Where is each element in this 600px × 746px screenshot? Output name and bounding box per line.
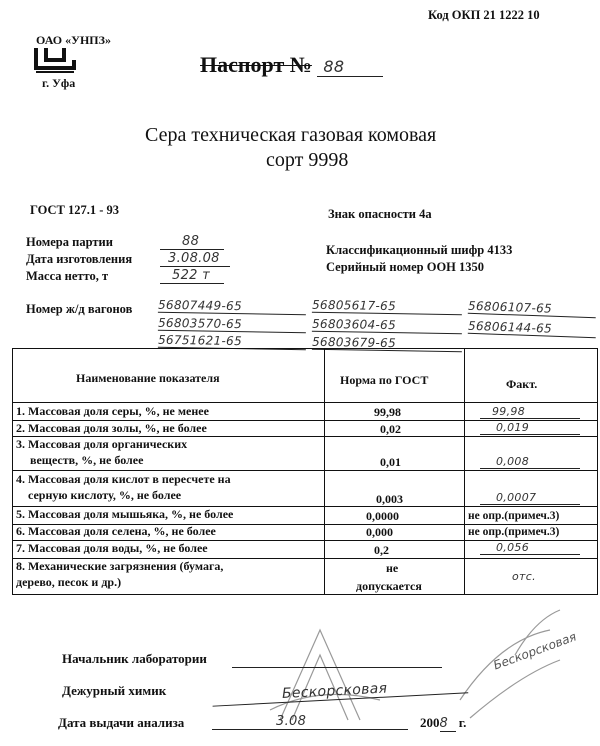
- col-header-fact: Факт.: [506, 377, 538, 391]
- table-row-norm: 0,2: [374, 543, 389, 557]
- chemist-signature: Бескорсковая: [212, 676, 469, 706]
- table-row-name: веществ, %, не более: [30, 453, 144, 467]
- wagon-number: 56806107-65: [468, 299, 596, 318]
- table-row-name: 3. Массовая доля органических: [16, 437, 188, 451]
- table-row-name: 2. Массовая доля золы, %, не более: [16, 421, 207, 435]
- product-name: Сера техническая газовая комовая: [145, 124, 437, 146]
- issue-year-prefix: 200: [420, 715, 440, 730]
- table-row-name: 6. Массовая доля селена, %, не более: [16, 524, 216, 538]
- company-logo: [34, 44, 76, 74]
- wagon-number: 56803570-65: [158, 316, 306, 334]
- date-value: 3.08.08: [160, 251, 230, 267]
- issue-date-value: 3.08: [212, 714, 408, 730]
- date-label: Дата изготовления: [26, 252, 133, 266]
- company-name: ОАО «УНПЗ»: [36, 33, 111, 47]
- chemist-label: Дежурный химик: [62, 683, 167, 698]
- table-row-name: 7. Массовая доля воды, %, не более: [16, 541, 208, 555]
- table-row-norm: 99,98: [374, 405, 401, 419]
- table-row-fact: не опр.(примеч.3): [468, 526, 560, 538]
- quality-table: [12, 348, 598, 594]
- wagon-number: 56803604-65: [312, 317, 462, 335]
- table-row-norm: 0,003: [376, 492, 403, 506]
- table-row-name: 8. Механические загрязнения (бумага,: [16, 559, 224, 573]
- wagon-number: 56805617-65: [312, 298, 462, 316]
- classification-code: Классификационный шифр 4133: [326, 243, 513, 257]
- table-row-fact: 0,056: [480, 541, 580, 555]
- col-header-norm: Норма по ГОСТ: [340, 373, 429, 387]
- gost: ГОСТ 127.1 - 93: [30, 203, 120, 217]
- mass-label: Масса нетто, т: [26, 269, 109, 283]
- table-row-norm: допускается: [356, 579, 422, 593]
- table-row-name: 4. Массовая доля кислот в пересчете на: [16, 472, 231, 486]
- mass-value: 522 т: [160, 268, 224, 284]
- col-header-indicator: Наименование показателя: [76, 371, 220, 385]
- table-row-norm: не: [386, 561, 399, 575]
- hazard-sign: Знак опасности 4а: [328, 207, 432, 221]
- table-row-norm: 0,0000: [366, 509, 399, 523]
- table-row-norm: 0,01: [380, 455, 401, 469]
- lab-head-label: Начальник лаборатории: [62, 651, 207, 666]
- passport-title: [200, 52, 383, 78]
- table-row-fact: 99,98: [480, 405, 580, 419]
- issue-year: [420, 715, 466, 732]
- passport-title-label: Паспорт №: [200, 52, 312, 77]
- product-grade: сорт 9998: [266, 149, 349, 171]
- table-row-fact: 0,019: [480, 421, 580, 435]
- table-row-name: 1. Массовая доля серы, %, не менее: [16, 404, 209, 418]
- issue-date-label: Дата выдачи анализа: [58, 715, 185, 730]
- un-serial-number: Серийный номер ООН 1350: [326, 260, 485, 274]
- issue-year-unit: г.: [458, 715, 467, 730]
- table-row-norm: 0,000: [366, 525, 393, 539]
- passport-number: 88: [317, 57, 383, 77]
- table-row-fact: 0,008: [480, 455, 580, 469]
- table-row-name: 5. Массовая доля мышьяка, %, не более: [16, 507, 234, 521]
- wagon-number: 56803679-65: [312, 335, 462, 353]
- table-row-fact: отс.: [512, 570, 536, 583]
- wagon-number: 56807449-65: [158, 298, 306, 316]
- lab-head-signature-line: [232, 667, 442, 668]
- wagons-label: Номер ж/д вагонов: [26, 302, 133, 316]
- table-row-fact: 0,0007: [480, 491, 580, 505]
- table-row-norm: 0,02: [380, 422, 401, 436]
- company-city: г. Уфа: [42, 76, 76, 90]
- wagon-number: 56751621-65: [158, 333, 306, 351]
- batch-value: 88: [160, 234, 224, 250]
- table-row-name: дерево, песок и др.): [16, 575, 122, 589]
- wagon-number: 56806144-65: [468, 319, 596, 338]
- table-row-name: серную кислоту, %, не более: [28, 488, 182, 502]
- issue-year-digit: 8: [440, 716, 456, 732]
- table-row-fact: не опр.(примеч.3): [468, 510, 560, 522]
- stamp-text: Бескорсковая: [491, 629, 579, 673]
- batch-label: Номера партии: [26, 235, 113, 249]
- okp-code: Код ОКП 21 1222 10: [428, 8, 540, 22]
